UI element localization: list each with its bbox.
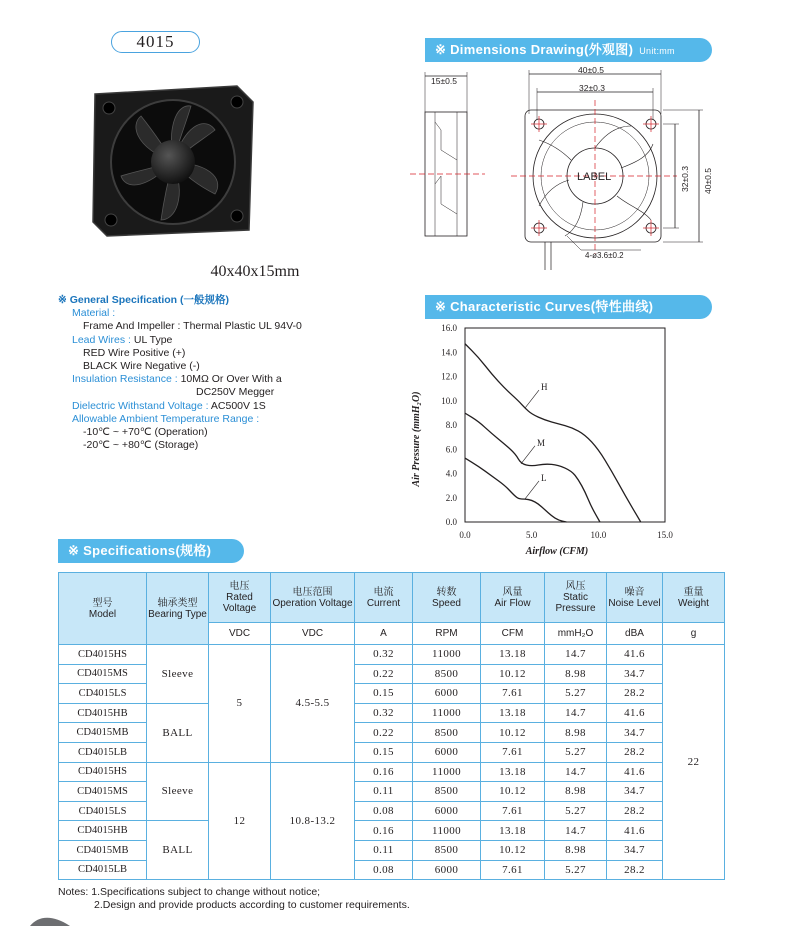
- dimensions-title: ※ Dimensions Drawing(外观图): [435, 42, 634, 57]
- pressure-cell: 14.7: [545, 821, 607, 841]
- column-unit: VDC: [271, 623, 355, 645]
- fan-size-label: 40x40x15mm: [210, 263, 300, 280]
- speed-cell: 6000: [413, 684, 481, 704]
- y-tick-label: 4.0: [445, 468, 457, 479]
- dimensions-drawing: [405, 64, 725, 284]
- current-cell: 0.22: [355, 723, 413, 743]
- speed-cell: 11000: [413, 645, 481, 665]
- airflow-cell: 7.61: [481, 742, 545, 762]
- column-unit: g: [663, 623, 725, 645]
- curves-title: ※ Characteristic Curves(特性曲线): [435, 299, 654, 314]
- column-header: [545, 573, 607, 623]
- model-cell: CD4015MB: [59, 723, 147, 743]
- model-cell: CD4015MB: [59, 840, 147, 860]
- current-cell: 0.08: [355, 860, 413, 880]
- black-wire: BLACK Wire Negative (-): [83, 360, 200, 373]
- column-unit: RPM: [413, 623, 481, 645]
- noise-cell: 41.6: [607, 703, 663, 723]
- corner-decoration: [30, 914, 70, 926]
- airflow-cell: 7.61: [481, 684, 545, 704]
- rated-voltage-cell: 5: [209, 645, 271, 763]
- column-header-zh: 电流: [373, 586, 394, 598]
- table-row: [59, 645, 725, 665]
- lead-wires-label: Lead Wires :: [72, 333, 134, 346]
- material-label: Material :: [72, 307, 116, 320]
- current-cell: 0.16: [355, 762, 413, 782]
- airflow-cell: 13.18: [481, 821, 545, 841]
- y-tick-label: 10.0: [441, 395, 457, 406]
- insulation-value-2: DC250V Megger: [196, 386, 275, 399]
- airflow-cell: 10.12: [481, 840, 545, 860]
- model-cell: CD4015LS: [59, 684, 147, 704]
- pressure-cell: 5.27: [545, 860, 607, 880]
- speed-cell: 6000: [413, 742, 481, 762]
- column-header-en: Rated Voltage: [222, 592, 257, 614]
- model-cell: CD4015LB: [59, 742, 147, 762]
- lead-wires-type: UL Type: [133, 333, 173, 346]
- insulation-value: 10MΩ Or Over With a: [180, 373, 282, 386]
- material-value: Frame And Impeller : Thermal Plastic UL 94V-0: [83, 320, 302, 333]
- airflow-cell: 13.18: [481, 703, 545, 723]
- column-header-en: Air Flow: [494, 597, 531, 609]
- column-header-en: Weight: [678, 597, 709, 609]
- noise-cell: 28.2: [607, 742, 663, 762]
- airflow-cell: 7.61: [481, 860, 545, 880]
- column-header-zh: 转数: [436, 586, 457, 598]
- column-header: [663, 573, 725, 623]
- model-badge: 4015: [111, 31, 200, 53]
- current-cell: 0.16: [355, 821, 413, 841]
- pressure-cell: 14.7: [545, 762, 607, 782]
- fan-label-text: LABEL: [577, 171, 612, 183]
- bearing-cell: BALL: [147, 821, 209, 880]
- speed-cell: 8500: [413, 782, 481, 802]
- current-cell: 0.15: [355, 684, 413, 704]
- airflow-cell: 13.18: [481, 762, 545, 782]
- note-line-2: 2.Design and provide products according to customer requirements.: [94, 899, 410, 911]
- speed-cell: 6000: [413, 801, 481, 821]
- dimensions-unit: Unit:mm: [639, 46, 675, 56]
- column-header: [607, 573, 663, 623]
- current-cell: 0.11: [355, 840, 413, 860]
- front-view: [511, 70, 703, 270]
- column-header-en: Operation Voltage: [272, 597, 353, 609]
- column-unit: mmH₂O: [545, 623, 607, 645]
- column-header-en: Bearing Type: [148, 608, 207, 620]
- series-label-leader: [525, 390, 539, 408]
- model-cell: CD4015HS: [59, 645, 147, 665]
- y-axis-label: Air Pressure (mmH₂O): [411, 391, 422, 487]
- dielectric-value: AC500V 1S: [210, 399, 266, 412]
- specs-title: ※ Specifications(规格): [68, 543, 212, 558]
- column-header: [355, 573, 413, 623]
- note-line-1: Notes: 1.Specifications subject to change without notice;: [58, 886, 321, 898]
- series-label-m: M: [537, 437, 546, 448]
- general-specification: [58, 294, 398, 452]
- noise-cell: 34.7: [607, 840, 663, 860]
- hole-width-dimension: 32±0.3: [579, 83, 605, 93]
- current-cell: 0.11: [355, 782, 413, 802]
- airflow-cell: 10.12: [481, 723, 545, 743]
- model-cell: CD4015LS: [59, 801, 147, 821]
- current-cell: 0.08: [355, 801, 413, 821]
- column-header-en: Noise Level: [608, 597, 661, 609]
- table-row: [59, 821, 725, 841]
- column-header-en: Speed: [432, 597, 461, 609]
- x-tick-label: 10.0: [590, 530, 607, 540]
- column-header-zh: 型号: [92, 597, 113, 609]
- bearing-cell: Sleeve: [147, 762, 209, 821]
- model-cell: CD4015MS: [59, 664, 147, 684]
- x-tick-label: 0.0: [459, 530, 471, 540]
- voltage-range-cell: 10.8-13.2: [271, 762, 355, 880]
- x-tick-label: 5.0: [526, 530, 538, 540]
- current-cell: 0.32: [355, 703, 413, 723]
- speed-cell: 11000: [413, 703, 481, 723]
- insulation-label: Insulation Resistance :: [72, 373, 181, 386]
- column-header-zh: 轴承类型: [157, 597, 198, 609]
- series-line-m: [465, 413, 600, 522]
- speed-cell: 8500: [413, 664, 481, 684]
- column-unit: A: [355, 623, 413, 645]
- speed-cell: 6000: [413, 860, 481, 880]
- table-row: [59, 762, 725, 782]
- column-header: [481, 573, 545, 623]
- general-spec-title: ※ General Specification (一般规格): [58, 294, 229, 306]
- temperature-label: Allowable Ambient Temperature Range :: [72, 412, 260, 425]
- noise-cell: 41.6: [607, 645, 663, 665]
- y-tick-label: 14.0: [441, 347, 457, 358]
- column-header-zh: 电压: [229, 581, 250, 592]
- holes-dimension: 4-ø3.6±0.2: [585, 251, 624, 260]
- table-header-row: [59, 573, 725, 623]
- temperature-storage: -20℃ ~ +80℃ (Storage): [83, 439, 199, 452]
- pressure-cell: 14.7: [545, 645, 607, 665]
- pressure-cell: 14.7: [545, 703, 607, 723]
- y-tick-label: 12.0: [441, 371, 457, 382]
- noise-cell: 41.6: [607, 821, 663, 841]
- current-cell: 0.32: [355, 645, 413, 665]
- side-view: [410, 72, 485, 236]
- hole-height-dimension: 32±0.3: [680, 166, 690, 192]
- red-wire: RED Wire Positive (+): [83, 346, 186, 359]
- column-unit: dBA: [607, 623, 663, 645]
- depth-dimension: 15±0.5: [431, 76, 457, 86]
- model-cell: CD4015LB: [59, 860, 147, 880]
- series-label-leader: [525, 481, 539, 499]
- y-tick-label: 6.0: [445, 444, 457, 455]
- pressure-cell: 8.98: [545, 840, 607, 860]
- model-cell: CD4015HB: [59, 821, 147, 841]
- specifications-table: [58, 572, 725, 880]
- current-cell: 0.15: [355, 742, 413, 762]
- column-header: [147, 573, 209, 645]
- noise-cell: 28.2: [607, 684, 663, 704]
- speed-cell: 11000: [413, 762, 481, 782]
- bearing-cell: BALL: [147, 703, 209, 762]
- rated-voltage-cell: 12: [209, 762, 271, 880]
- noise-cell: 34.7: [607, 782, 663, 802]
- pressure-cell: 5.27: [545, 742, 607, 762]
- current-cell: 0.22: [355, 664, 413, 684]
- curves-section-header: [425, 295, 712, 319]
- y-tick-label: 8.0: [445, 420, 457, 430]
- x-tick-label: 15.0: [657, 530, 673, 540]
- temperature-operation: -10℃ ~ +70℃ (Operation): [83, 426, 208, 439]
- model-cell: CD4015HS: [59, 762, 147, 782]
- characteristic-curves-chart: [405, 320, 705, 560]
- airflow-cell: 10.12: [481, 782, 545, 802]
- column-header: [271, 573, 355, 623]
- specs-section-header: [58, 539, 244, 563]
- series-line-l: [465, 458, 566, 522]
- column-header-zh: 风压: [565, 581, 586, 592]
- x-axis-label: Airflow (CFM): [525, 546, 589, 557]
- column-unit: CFM: [481, 623, 545, 645]
- series-label-leader: [521, 446, 535, 464]
- noise-cell: 28.2: [607, 801, 663, 821]
- noise-cell: 28.2: [607, 860, 663, 880]
- voltage-range-cell: 4.5-5.5: [271, 645, 355, 763]
- column-header-en: Current: [366, 597, 401, 609]
- column-header: [59, 573, 147, 645]
- column-header-en: Model: [88, 608, 117, 620]
- speed-cell: 11000: [413, 821, 481, 841]
- column-header: [209, 573, 271, 623]
- column-header-zh: 噪音: [624, 586, 645, 598]
- table-row: [59, 703, 725, 723]
- column-header: [413, 573, 481, 623]
- outer-width-dimension: 40±0.5: [578, 65, 604, 75]
- bearing-cell: Sleeve: [147, 645, 209, 704]
- pressure-cell: 8.98: [545, 782, 607, 802]
- pressure-cell: 8.98: [545, 664, 607, 684]
- series-label-h: H: [541, 382, 548, 393]
- pressure-cell: 5.27: [545, 801, 607, 821]
- noise-cell: 41.6: [607, 762, 663, 782]
- column-header-zh: 风量: [502, 586, 523, 598]
- speed-cell: 8500: [413, 723, 481, 743]
- speed-cell: 8500: [413, 840, 481, 860]
- y-tick-label: 2.0: [445, 492, 457, 503]
- pressure-cell: 8.98: [545, 723, 607, 743]
- pressure-cell: 5.27: [545, 684, 607, 704]
- airflow-cell: 13.18: [481, 645, 545, 665]
- outer-height-dimension: 40±0.5: [703, 168, 713, 194]
- model-cell: CD4015MS: [59, 782, 147, 802]
- y-tick-label: 0.0: [445, 517, 457, 527]
- model-cell: CD4015HB: [59, 703, 147, 723]
- airflow-cell: 10.12: [481, 664, 545, 684]
- dimensions-section-header: [425, 38, 712, 62]
- dielectric-label: Dielectric Withstand Voltage :: [72, 399, 211, 412]
- series-label-l: L: [541, 472, 547, 483]
- fan-product-photo: [87, 80, 257, 240]
- noise-cell: 34.7: [607, 723, 663, 743]
- column-header-zh: 电压范围: [292, 586, 333, 598]
- y-tick-label: 16.0: [441, 323, 457, 333]
- noise-cell: 34.7: [607, 664, 663, 684]
- column-unit: VDC: [209, 623, 271, 645]
- weight-cell: 22: [663, 645, 725, 880]
- airflow-cell: 7.61: [481, 801, 545, 821]
- column-header-en: Static Pressure: [555, 592, 596, 614]
- column-header-zh: 重量: [683, 586, 704, 598]
- notes: [58, 886, 410, 912]
